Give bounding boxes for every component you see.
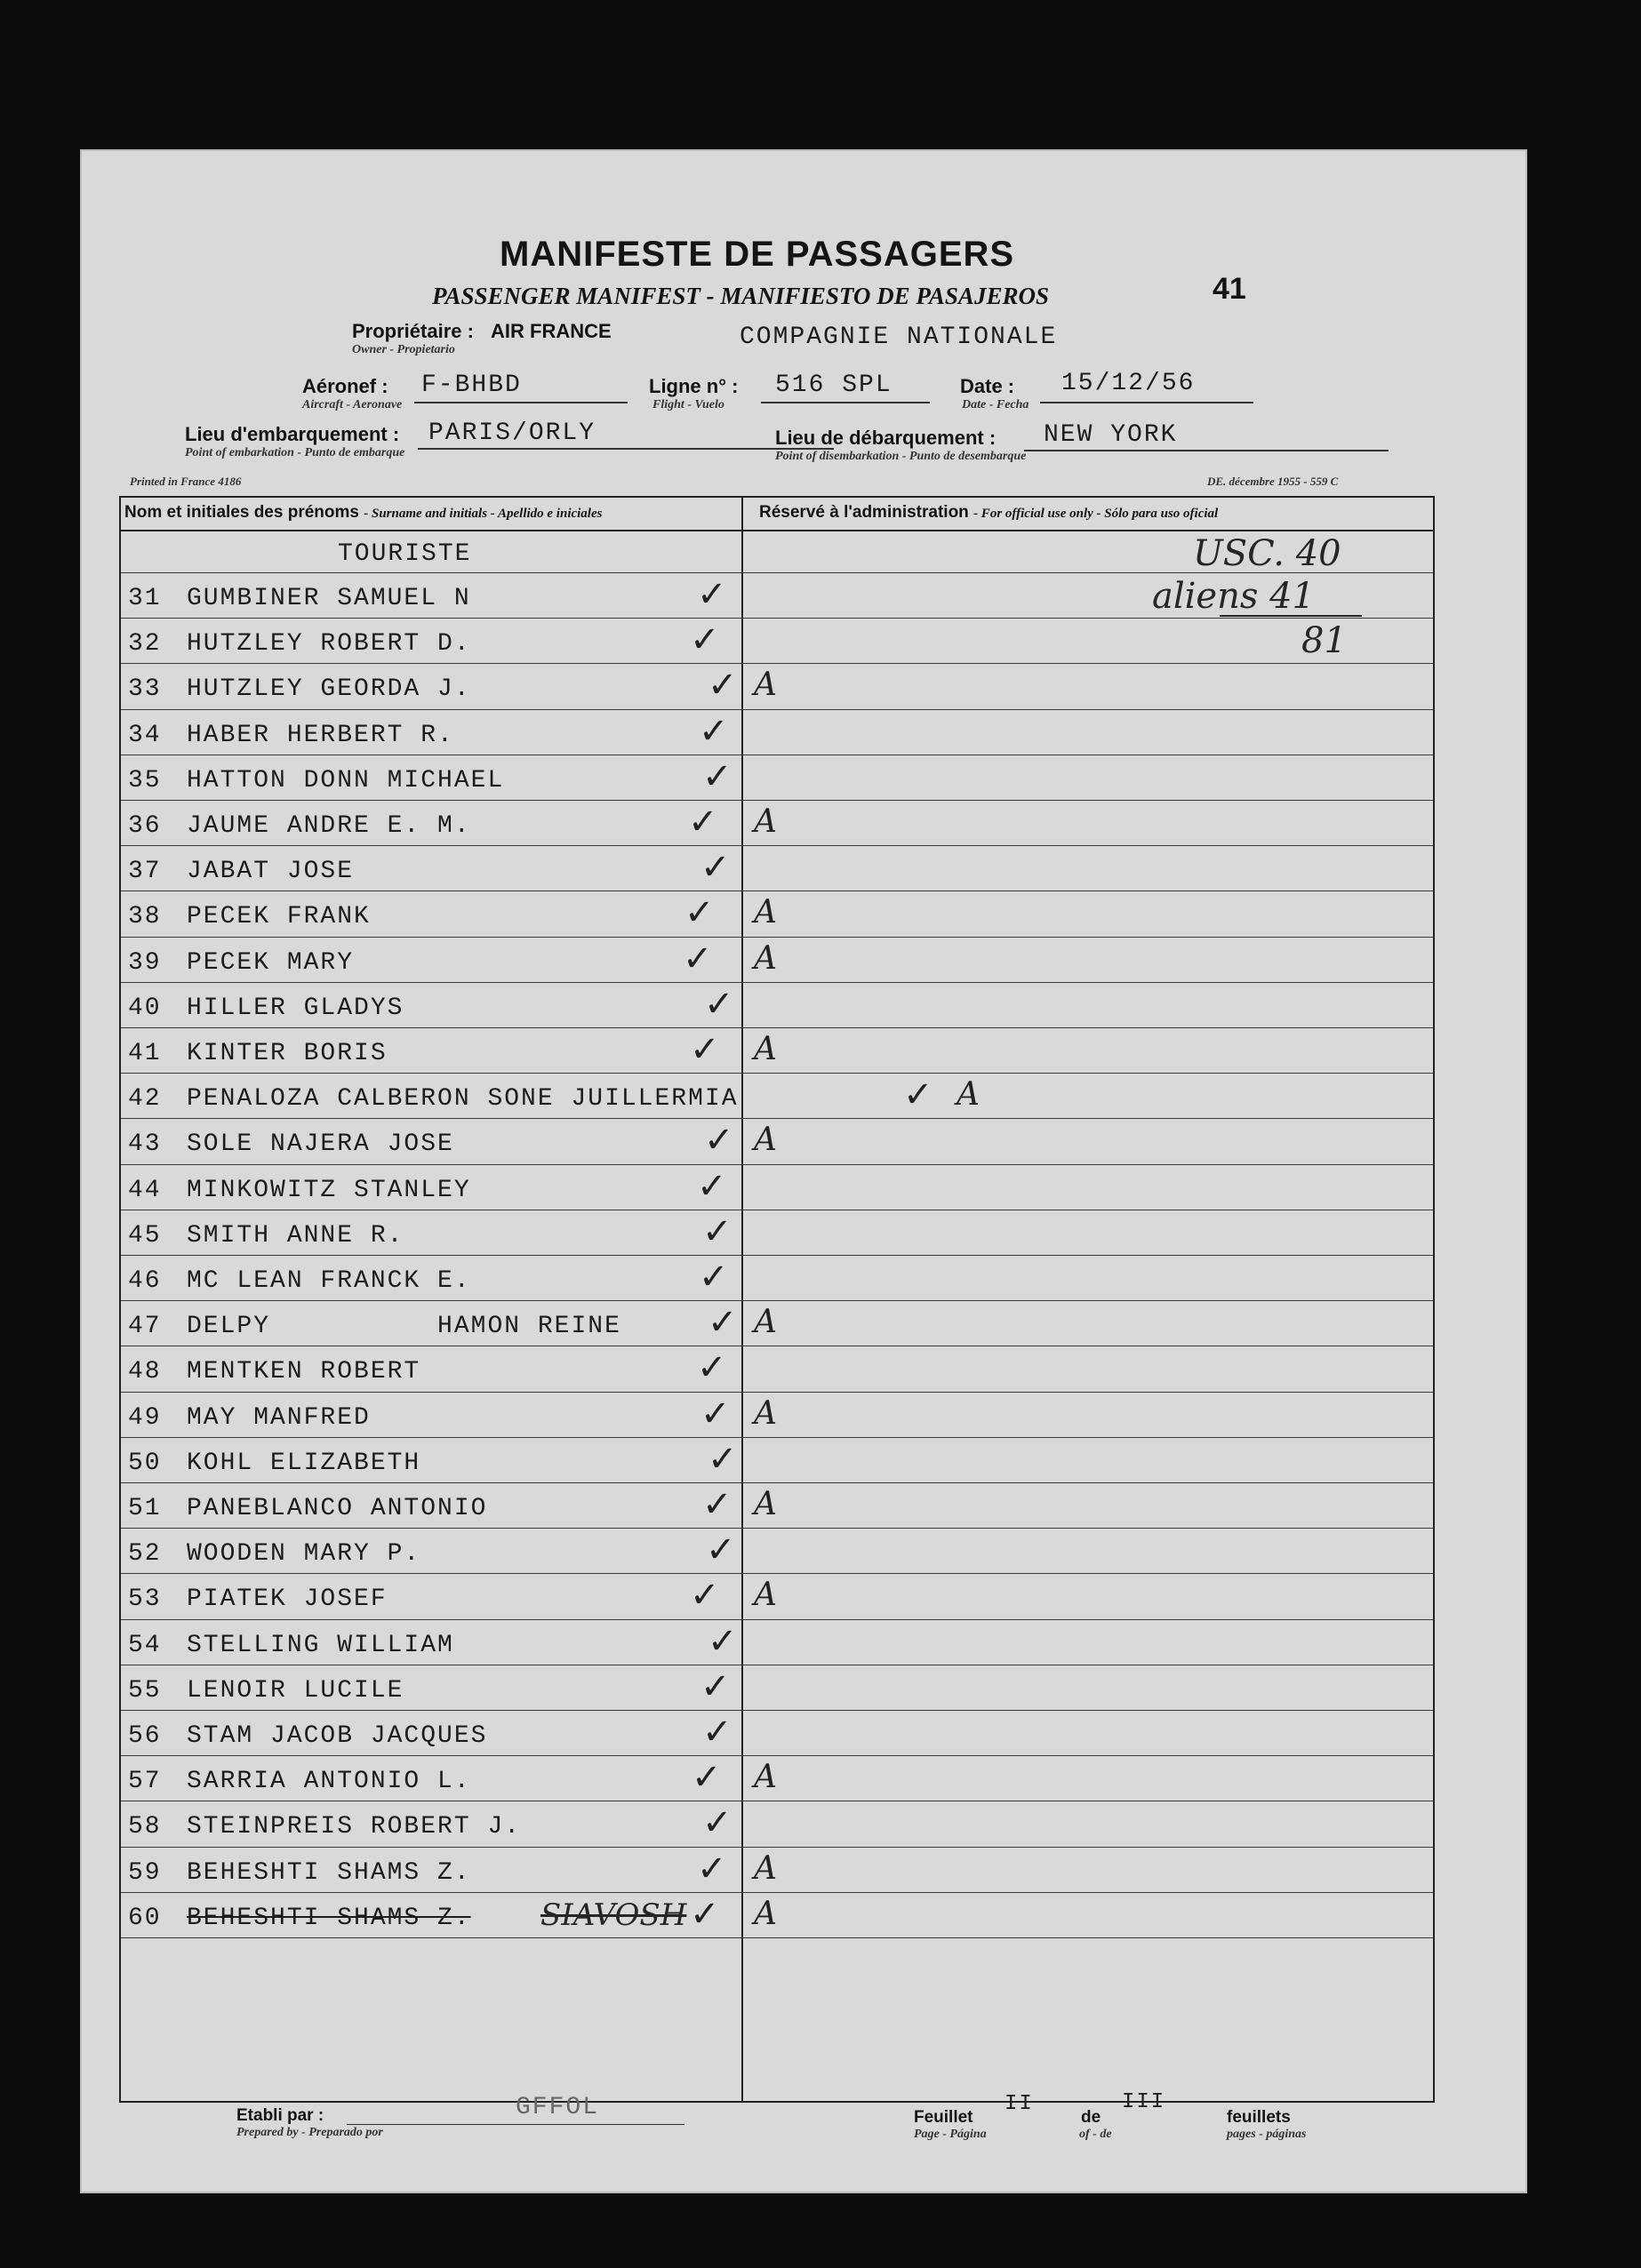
of-sub: of - de (1079, 2128, 1112, 2141)
aircraft-label: Aéronef : (302, 375, 388, 397)
aircraft-sub: Aircraft - Aeronave (302, 398, 403, 411)
sheet-value: II (1005, 2092, 1034, 2116)
sheets-label: feuillets (1227, 2108, 1291, 2127)
row-number: 37 (128, 858, 162, 886)
owner-label: Propriétaire : (352, 320, 474, 342)
page-subtitle: PASSENGER MANIFEST - MANIFIESTO DE PASAJEROS (432, 283, 1049, 309)
owner-sub: Owner - Propietario (352, 343, 455, 356)
check-mark-icon: ✓ (708, 1302, 738, 1344)
passenger-name: MAY MANFRED (187, 1403, 371, 1432)
check-mark-icon: ✓ (702, 1802, 732, 1844)
check-mark-icon: ✓ (903, 1074, 933, 1116)
check-mark-icon: ✓ (697, 1848, 727, 1889)
page-title: MANIFESTE DE PASSAGERS (500, 235, 1015, 274)
passenger-name: STAM JACOB JACQUES (187, 1722, 488, 1750)
passenger-name: PENALOZA CALBERON SONE JUILLERMIA (187, 1085, 739, 1114)
check-mark-icon: ✓ (697, 1165, 727, 1207)
admin-mark: A (754, 1031, 777, 1067)
admin-mark: A (754, 1849, 777, 1887)
row-number: 53 (128, 1585, 162, 1614)
row-number: 43 (128, 1130, 162, 1159)
check-mark-icon: ✓ (690, 1029, 720, 1070)
admin-mark: A (754, 1122, 777, 1159)
col-header-names: Nom et initiales des prénoms - Surname and initials - Apellido e iniciales (124, 503, 603, 522)
row-number: 58 (128, 1813, 162, 1841)
aircraft-value: F-BHBD (421, 371, 522, 399)
table-row (121, 938, 1437, 984)
table-row (121, 1802, 1437, 1848)
admin-mark: A (754, 939, 777, 977)
table-row (121, 1575, 1437, 1620)
check-mark-icon: ✓ (700, 847, 731, 889)
passenger-name: JABAT JOSE (187, 858, 355, 886)
prepared-sub: Prepared by - Preparado por (236, 2126, 383, 2139)
row-number: 60 (128, 1904, 162, 1932)
row-number: 35 (128, 766, 162, 795)
check-mark-icon: ✓ (690, 1575, 720, 1617)
check-mark-icon: ✓ (700, 1393, 731, 1434)
page-number: 41 (1213, 272, 1246, 306)
row-number: 40 (128, 994, 162, 1022)
admin-mark: A (754, 1394, 777, 1432)
admin-mark: A (754, 667, 777, 704)
row-number: 39 (128, 948, 162, 977)
of-value: III (1122, 2090, 1166, 2114)
row-number: 34 (128, 721, 162, 749)
row-number: 42 (128, 1085, 162, 1114)
table-row (121, 665, 1437, 710)
passenger-name: BEHESHTI SHAMS Z. (187, 1904, 471, 1932)
check-mark-icon: ✓ (692, 1757, 722, 1799)
passenger-name: MINKOWITZ STANLEY (187, 1176, 471, 1204)
check-mark-icon: ✓ (702, 1484, 732, 1525)
check-mark-icon: ✓ (684, 892, 715, 934)
passenger-name: WOODEN MARY P. (187, 1540, 421, 1569)
table-row (121, 756, 1437, 802)
table-row (121, 1439, 1437, 1484)
row-number: 32 (128, 630, 162, 659)
disembark-label: Lieu de débarquement : (775, 427, 997, 449)
prepared-label: Etabli par : (236, 2106, 324, 2125)
row-number: 57 (128, 1768, 162, 1796)
admin-mark: A (754, 1304, 777, 1341)
passenger-name: HABER HERBERT R. (187, 721, 454, 749)
admin-mark: A (754, 1759, 777, 1796)
passenger-name: PIATEK JOSEF (187, 1585, 388, 1614)
flight-value: 516 SPL (775, 371, 893, 399)
check-mark-icon: ✓ (704, 1120, 734, 1162)
row-number: 41 (128, 1040, 162, 1067)
check-mark-icon: ✓ (688, 802, 718, 843)
table-row (121, 1394, 1437, 1439)
sheet-sub: Page - Página (914, 2128, 987, 2141)
table-row (121, 1529, 1437, 1575)
row-number: 38 (128, 903, 162, 931)
row-number: 36 (128, 812, 162, 840)
annotation-total: 81 (1301, 620, 1347, 661)
passenger-name: PECEK FRANK (187, 903, 371, 931)
passenger-name: STELLING WILLIAM (187, 1631, 454, 1659)
disembark-sub: Point of disembarkation - Punto de desembarque (775, 450, 1027, 463)
passenger-name: HATTON DONN MICHAEL (187, 766, 505, 795)
check-mark-icon: ✓ (697, 1347, 727, 1389)
embark-value: PARIS/ORLY (428, 419, 596, 447)
check-mark-icon: ✓ (706, 1529, 736, 1571)
check-mark-icon: ✓ (700, 1665, 731, 1707)
table-row (121, 1849, 1437, 1894)
table-row (121, 1074, 1437, 1120)
row-number: 59 (128, 1858, 162, 1887)
table-row (121, 1211, 1437, 1257)
section-touriste: TOURISTE (338, 540, 472, 568)
table-row (121, 1029, 1437, 1074)
check-mark-icon: ✓ (697, 574, 727, 615)
row-number: 45 (128, 1221, 162, 1250)
row-number: 46 (128, 1267, 162, 1295)
date-label: Date : (960, 375, 1015, 397)
table-row (121, 1621, 1437, 1666)
table-row (121, 1666, 1437, 1712)
check-mark-icon: ✓ (690, 619, 720, 661)
annotation-aliens: aliens 41 (1152, 576, 1316, 617)
table-row (121, 1257, 1437, 1302)
check-mark-icon: ✓ (702, 1712, 732, 1753)
check-mark-icon: ✓ (708, 1620, 738, 1662)
passenger-name: SMITH ANNE R. (187, 1221, 404, 1250)
sheets-sub: pages - páginas (1227, 2128, 1307, 2141)
passenger-name: MENTKEN ROBERT (187, 1358, 421, 1386)
table-row (121, 1484, 1437, 1529)
passenger-name: LENOIR LUCILE (187, 1676, 404, 1705)
table-row (121, 984, 1437, 1029)
flight-label: Ligne n° : (649, 375, 739, 397)
annotation-usc: USC. 40 (1193, 533, 1341, 574)
embark-sub: Point of embarkation - Punto de embarque (185, 446, 405, 459)
check-mark-icon: ✓ (690, 1893, 720, 1935)
passenger-name: KINTER BORIS (187, 1040, 388, 1067)
table-row (121, 1894, 1437, 1939)
admin-mark: A (754, 894, 777, 931)
passenger-name: DELPY HAMON REINE (187, 1313, 621, 1341)
passenger-name: HUTZLEY ROBERT D. (187, 630, 471, 659)
printed-in: Printed in France 4186 (130, 475, 242, 488)
table-row (121, 1120, 1437, 1165)
table-row (121, 1757, 1437, 1802)
owner-printed: AIR FRANCE (491, 320, 612, 342)
table-row (121, 892, 1437, 938)
table-row (121, 619, 1437, 665)
passenger-name: SOLE NAJERA JOSE (187, 1130, 454, 1159)
col-header-official: Réservé à l'administration - For official use only - Sólo para uso oficial (759, 503, 1219, 522)
disembark-value: NEW YORK (1044, 421, 1178, 449)
row-number: 33 (128, 675, 162, 704)
row-number: 49 (128, 1403, 162, 1432)
row-number: 50 (128, 1449, 162, 1477)
check-mark-icon: ✓ (699, 710, 729, 752)
table-row (121, 1712, 1437, 1757)
passenger-name: PECEK MARY (187, 948, 355, 977)
table-row (121, 574, 1437, 619)
table-row (121, 1302, 1437, 1347)
check-mark-icon: ✓ (704, 983, 734, 1025)
passenger-table (119, 496, 1435, 2103)
check-mark-icon: ✓ (708, 1438, 738, 1480)
date-value: 15/12/56 (1061, 370, 1196, 397)
row-number: 48 (128, 1358, 162, 1386)
passenger-name: JAUME ANDRE E. M. (187, 812, 471, 840)
check-mark-icon: ✓ (683, 938, 713, 979)
sheet-label: Feuillet (914, 2108, 973, 2127)
date-sub: Date - Fecha (962, 398, 1029, 411)
check-mark-icon: ✓ (699, 1257, 729, 1298)
table-row (121, 711, 1437, 756)
table-row (121, 1166, 1437, 1211)
check-mark-icon: ✓ (702, 755, 732, 797)
passenger-name: MC LEAN FRANCK E. (187, 1267, 471, 1295)
admin-mark: A (754, 1486, 777, 1522)
table-row (121, 802, 1437, 847)
admin-mark: A (957, 1076, 980, 1114)
passenger-name: HUTZLEY GEORDA J. (187, 675, 471, 704)
table-row (121, 847, 1437, 892)
row-number: 54 (128, 1631, 162, 1659)
row-number: 55 (128, 1676, 162, 1705)
passenger-name: STEINPREIS ROBERT J. (187, 1813, 522, 1841)
passenger-name: KOHL ELIZABETH (187, 1449, 421, 1477)
table-row (121, 1347, 1437, 1393)
passenger-name: GUMBINER SAMUEL N (187, 585, 471, 612)
row-number: 44 (128, 1176, 162, 1204)
row-number: 31 (128, 585, 162, 612)
passenger-name: HILLER GLADYS (187, 994, 404, 1022)
admin-mark: A (754, 1895, 777, 1932)
handwritten-name: SIAVOSH (540, 1897, 687, 1933)
row-number: 56 (128, 1722, 162, 1750)
passenger-name: PANEBLANCO ANTONIO (187, 1495, 488, 1522)
owner-value: COMPAGNIE NATIONALE (740, 323, 1058, 351)
passenger-name: SARRIA ANTONIO L. (187, 1768, 471, 1796)
row-number: 51 (128, 1495, 162, 1522)
row-number: 52 (128, 1540, 162, 1569)
passenger-name: BEHESHTI SHAMS Z. (187, 1858, 471, 1887)
check-mark-icon: ✓ (708, 665, 738, 707)
admin-mark: A (754, 1577, 777, 1614)
row-number: 47 (128, 1313, 162, 1341)
manifest-sheet (80, 149, 1527, 2193)
flight-sub: Flight - Vuelo (652, 398, 724, 411)
form-code: DE. décembre 1955 - 559 C (1207, 475, 1339, 488)
check-mark-icon: ✓ (702, 1210, 732, 1252)
prepared-value: GFFOL (516, 2094, 600, 2121)
embark-label: Lieu d'embarquement : (185, 423, 400, 445)
admin-mark: A (754, 803, 777, 840)
of-label: de (1081, 2108, 1101, 2127)
